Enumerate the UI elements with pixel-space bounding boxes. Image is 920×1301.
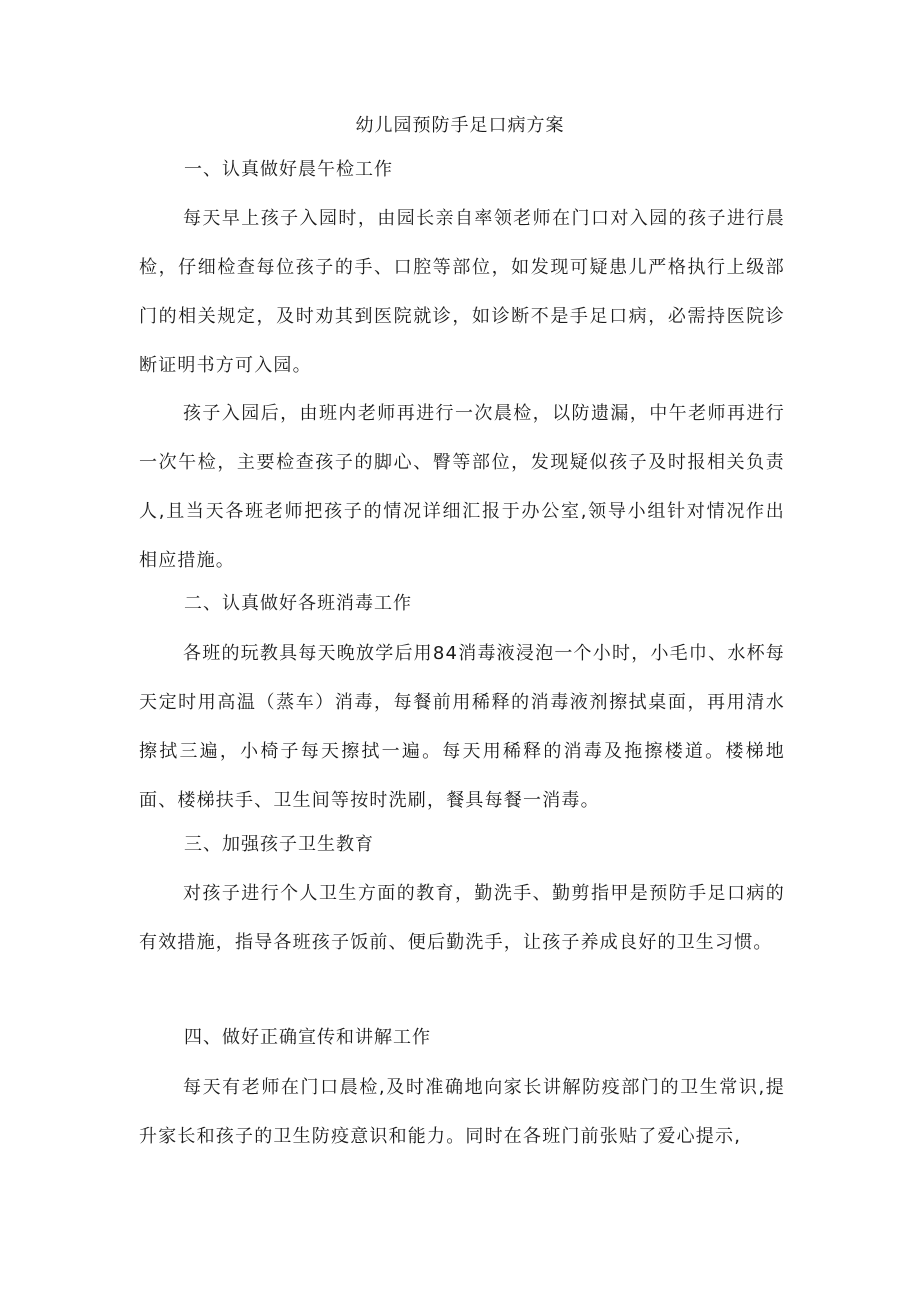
paragraph-disinfection-details: 各班的玩教具每天晚放学后用84消毒液浸泡一个小时，小毛巾、水杯每天定时用高温（蒸车）消毒，每餐前用稀释的消毒液剂擦拭桌面，再用清水擦拭三遍，小椅子每天擦拭一遍。每天用稀释的消毒及拖擦楼道。楼梯地面、楼梯扶手、卫生间等按时洗刷，餐具每餐一消毒。 [139,643,785,811]
paragraph-hygiene-education: 对孩子进行个人卫生方面的教育，勤洗手、勤剪指甲是预防手足口病的有效措施，指导各班孩子饭前、便后勤洗手，让孩子养成良好的卫生习惯。 [139,883,785,953]
section-heading-publicity: 四、做好正确宣传和讲解工作 [184,1027,431,1048]
document-title: 幼儿园预防手足口病方案 [355,115,565,136]
paragraph-class-recheck: 孩子入园后，由班内老师再进行一次晨检，以防遗漏，中午老师再进行一次午检，主要检查孩子的脚心、臀等部位，发现疑似孩子及时报相关负责人,且当天各班老师把孩子的情况详细汇报于办公室,领导小组针对情况作出相应措施。 [139,403,785,571]
paragraph-publicity: 每天有老师在门口晨检,及时准确地向家长讲解防疫部门的卫生常识,提升家长和孩子的卫生防疫意识和能力。同时在各班门前张贴了爱心提示, [139,1077,785,1147]
section-heading-morning-check: 一、认真做好晨午检工作 [184,159,393,180]
section-heading-hygiene-education: 三、加强孩子卫生教育 [184,834,374,855]
paragraph-morning-check-entry: 每天早上孩子入园时，由园长亲自率领老师在门口对入园的孩子进行晨检，仔细检查每位孩子的手、口腔等部位，如发现可疑患儿严格执行上级部门的相关规定，及时劝其到医院就诊，如诊断不是手足口病，必需持医院诊断证明书方可入园。 [139,208,785,376]
section-heading-disinfection: 二、认真做好各班消毒工作 [184,593,412,614]
